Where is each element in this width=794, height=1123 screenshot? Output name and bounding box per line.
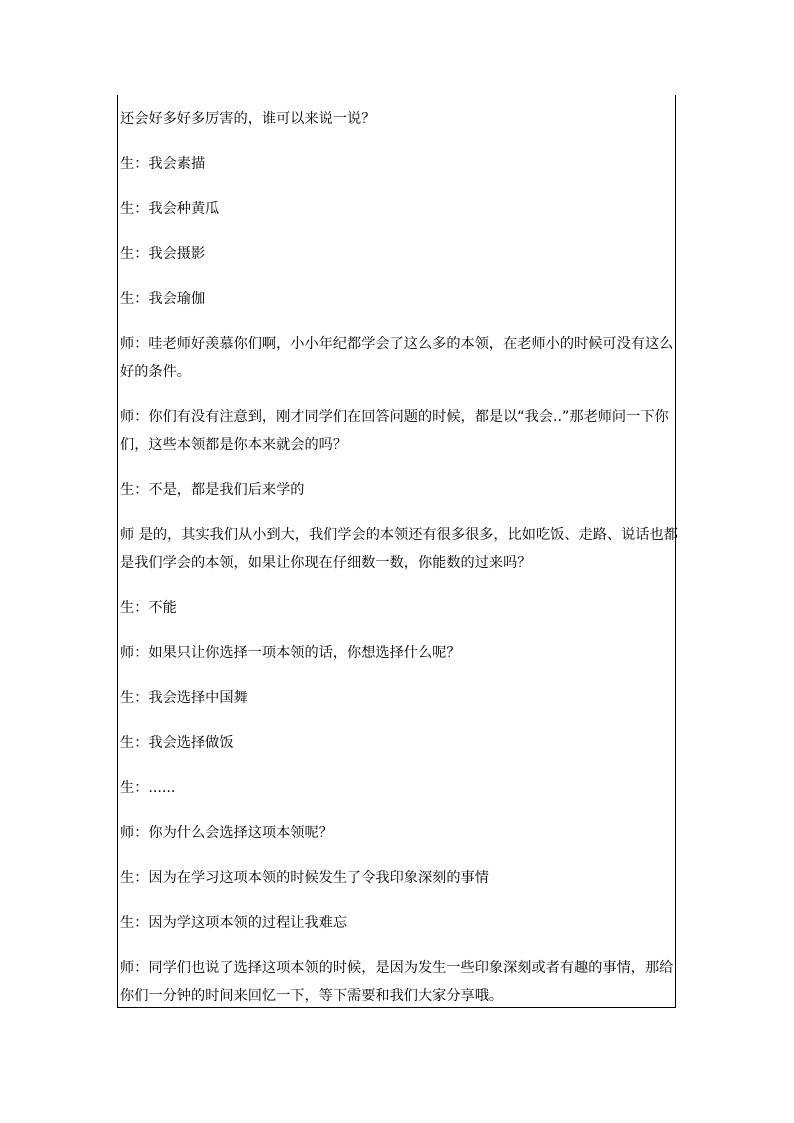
- student-line: 生：不是，都是我们后来学的: [120, 482, 305, 498]
- teacher-line: 师 是的，其实我们从小到大，我们学会的本领还有很多很多，比如吃饭、走路、说话也都是我们学会的本领，如果让你现在仔细数一数，你能数的过来吗？: [120, 527, 678, 571]
- student-line: 生：不能: [120, 600, 177, 616]
- student-line: 生：我会素描: [120, 156, 206, 172]
- student-line: 生：我会瑜伽: [120, 291, 206, 307]
- student-line: 生：我会种黄瓜: [120, 201, 220, 217]
- student-line: 生：因为在学习这项本领的时候发生了令我印象深刻的事情: [120, 870, 489, 886]
- lesson-table-cell: [117, 95, 676, 1008]
- student-line: 生：我会摄影: [120, 246, 206, 262]
- teacher-line: 师：如果只让你选择一项本领的话，你想选择什么呢？: [120, 645, 461, 661]
- student-line: 生：我会选择中国舞: [120, 690, 248, 706]
- lesson-dialogue: [120, 105, 682, 1027]
- teacher-line: 师：你为什么会选择这项本领呢？: [120, 825, 333, 841]
- student-line: 生：因为学这项本领的过程让我难忘: [120, 915, 348, 931]
- student-line: 生：我会选择做饭: [120, 735, 234, 751]
- teacher-line: 师：哇老师好羡慕你们啊，小小年纪都学会了这么多的本领，在老师小的时候可没有这么好的条件。: [120, 336, 674, 380]
- dialogue-paragraph: 还会好多好多厉害的，谁可以来说一说？: [120, 111, 376, 127]
- teacher-line: 师：你们有没有注意到，刚才同学们在回答问题的时候，都是以“我会..”那老师问一下你们，这些本领都是你本来就会的吗？: [120, 409, 669, 453]
- teacher-line: 师：同学们也说了选择这项本领的时候，是因为发生一些印象深刻或者有趣的事情，那给你们一分钟的时间来回忆一下，等下需要和我们大家分享哦。: [120, 960, 674, 1004]
- student-line: 生：......: [120, 780, 176, 796]
